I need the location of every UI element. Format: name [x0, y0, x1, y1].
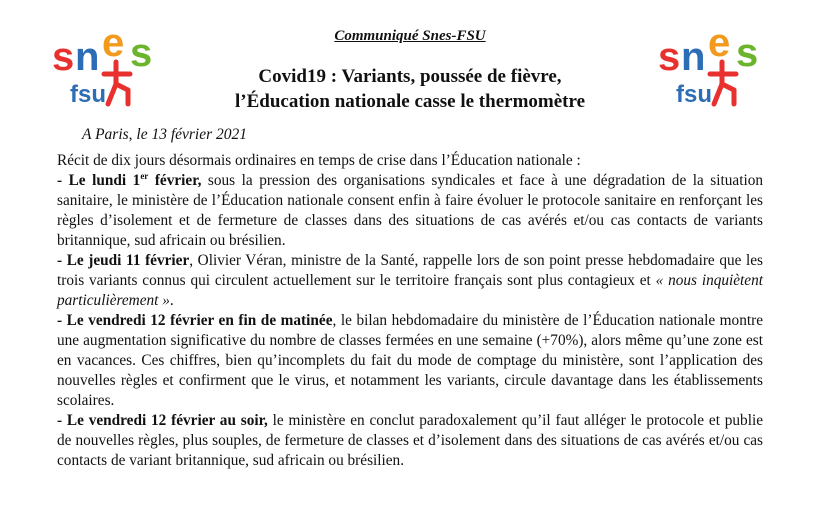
entry-paragraph — [57, 251, 763, 311]
entry-text: sous la pression des organisations syndicales et face à une dégradation de la situation sanitaire, le ministère de l’Éducation nationale consent enfin à faire évoluer le protocole sanitaire en renforçant les règles d’isolement et de fermeture de classes dans des situations de cas avérés et/ou cas contacts de variants britannique, sud africain ou brésilien. — [57, 172, 763, 249]
svg-text:n: n — [75, 35, 100, 79]
entry-date: - Le vendredi 12 février au soir, — [57, 412, 268, 429]
entry-text: , Olivier Véran, ministre de la Santé, rappelle lors de son point presse hebdomadaire que les trois variants connus qui circulent actuellement sur le territoire français sont plus contagieux et — [57, 252, 763, 289]
entry-paragraph — [57, 411, 763, 471]
svg-text:fsu: fsu — [676, 81, 712, 108]
entry-date — [57, 172, 201, 189]
entry-date-text: - Le lundi 1 — [57, 172, 141, 189]
entry-date: - Le vendredi 12 février en fin de matinée — [57, 312, 333, 329]
entry-paragraph — [57, 311, 763, 411]
entry-text-tail: . — [169, 292, 174, 309]
title-line-1: Covid19 : Variants, poussée de fièvre, — [258, 66, 562, 87]
entry-text: , le bilan hebdomadaire du ministère de l’Éducation nationale montre une augmentation significative du nombre de classes fermées en une semaine (+70%), alors même qu’une zone est en vacances. Ces chiffres, bien qu’incomplets du fait du mode de comptage du ministère, sont l’application des nouvelles règles et confirment que le virus, et notamment les variants, circule davantage dans les établissements scolaires. — [57, 312, 763, 409]
svg-text:e: e — [708, 26, 731, 65]
svg-text:n: n — [681, 35, 706, 79]
entry-text: le ministère en conclut paradoxalement qu’il faut alléger le protocole et publie de nouvelles règles, plus souples, de fermeture de classes et d’isolement dans des situations de cas avérés et/ou cas contacts de variant britannique, sud africain ou brésilien. — [57, 412, 763, 469]
svg-text:s: s — [658, 35, 681, 79]
svg-text:s: s — [52, 35, 75, 79]
svg-text:e: e — [102, 26, 125, 65]
entry-date-text: février, — [148, 172, 202, 189]
communique-heading: Communiqué Snes-FSU — [334, 28, 486, 44]
dateline: A Paris, le 13 février 2021 — [82, 126, 248, 143]
svg-text:s: s — [130, 31, 153, 75]
document-body — [57, 151, 763, 471]
svg-text:s: s — [736, 31, 759, 75]
entry-date: - Le jeudi 11 février — [57, 252, 190, 269]
ordinal-suffix: er — [140, 170, 149, 181]
entry-quote: « nous inquiètent particulièrement » — [57, 272, 763, 309]
page-title — [180, 64, 640, 114]
title-line-2: l’Éducation nationale casse le thermomètre — [234, 91, 586, 112]
intro-paragraph: Récit de dix jours désormais ordinaires en temps de crise dans l’Éducation nationale : — [57, 152, 581, 169]
svg-text:fsu: fsu — [70, 81, 106, 108]
entry-paragraph — [57, 171, 763, 251]
